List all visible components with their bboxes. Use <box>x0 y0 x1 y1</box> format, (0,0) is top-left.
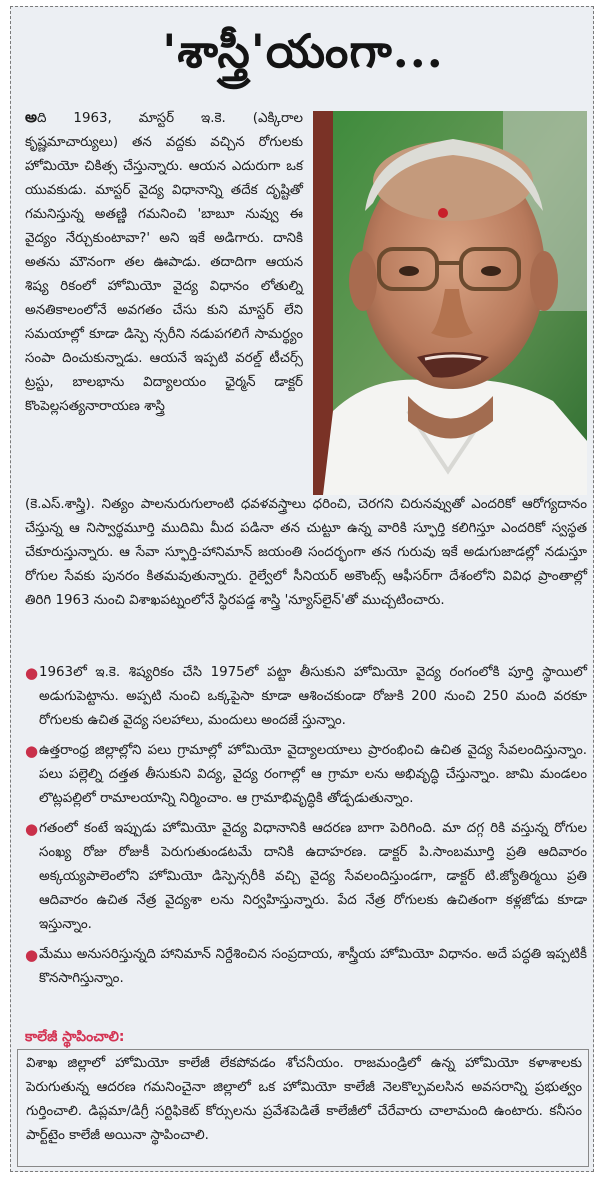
body-paragraph: (కె.ఎస్.శాస్త్రి). నిత్యం పాలనురుగులాంటి ధవళవస్త్రాలు ధరించి, చెరగని చిరునవ్వుతో ఎందరికో ఆరోగ్యదానం చేస్తున్న ఆ నిస్వార్థమూర్తి ముదిమి మీద పడినా తన చుట్టూ ఉన్న వారికి స్ఫూర్తి కలిగిస్తూ ఎందరికో స్వస్థత చేకూరుస్తున్నారు. ఆ సేవా స్ఫూర్తి-హానిమాన్ జయంతి సందర్భంగా తన గురువు ఇకే అడుగుజాడల్లో నడుస్తూ రోగుల సేవకు పునరం కితమవుతున్నారు. రైల్వేలో సీనియర్ అకౌంట్స్ ఆఫీసర్‌గా దేశంలోని వివిధ ప్రాంతాల్లో తిరిగి 1963 నుంచి విశాఖపట్నంలోనే స్థిరపడ్డ శాస్త్రి 'న్యూస్‌లైన్'తో ముచ్చటించారు. <box>25 497 587 608</box>
list-item <box>25 661 587 733</box>
intro-paragraph: అది 1963, మాస్టర్ ఇ.కె. (ఎక్కిరాల కృష్ణమాచార్యులు) తన వద్దకు వచ్చిన రోగులకు హోమియో చికిత్స చేస్తున్నారు. ఆయన ఎదురుగా ఒక యువకుడు. మాస్టర్ వైద్య విధానాన్ని తదేక దృష్టితో గమనిస్తున్న అతణ్ణి గమనించి 'బాబూ నువ్వు ఈ వైద్యం నేర్చుకుంటావా?' అని ఇకే అడిగారు. దానికి అతను మౌనంగా తల ఊపాడు. తదాదిగా ఆయన శిష్య రికంలో హోమియో వైద్య విధానం లోతుల్ని అనతికాలంలోనే అవగతం చేసు కుని మాస్టర్ లేని సమయాల్లో కూడా డిస్పె న్సరీని నడుపగలిగే సామర్థ్యం సంపా దించుకున్నాడు. ఆయనే ఇప్పటి వరల్డ్ టీచర్స్ ట్రస్టు, బాలభాను విద్యాలయం ఛైర్మన్ డాక్టర్ కొంపెల్లసత్యనారాయణ శాస్త్రి <box>25 108 303 414</box>
portrait-photo <box>313 111 587 495</box>
list-item <box>25 739 587 811</box>
box-paragraph: విశాఖ జిల్లాలో హోమియో కాలేజీ లేకపోవడం శోచనీయం. రాజమండ్రిలో ఉన్న హోమియో కళాశాలకు పెరుగుతున్న ఆదరణ గమనించైనా జిల్లాలో ఒక హోమియో కాలేజీ నెలకొల్పవలసిన అవసరాన్ని ప్రభుత్వం గుర్తించాలి. డిప్లమా/డిగ్రీ సర్టిఫికెట్ కోర్సులను ప్రవేశపెడితే కాలేజీలో చేరేవారు చాలామంది ఉంటారు. కనీసం పార్ట్‌టైం కాలేజీ అయినా స్థాపించాలి. <box>26 1056 582 1143</box>
section-heading: కాలేజీ స్థాపించాలి: <box>25 1029 125 1045</box>
college-box <box>17 1049 589 1167</box>
list-item <box>25 943 587 991</box>
bullet-list <box>25 661 587 997</box>
headline: 'శాస్త్రీ'యంగా... <box>162 24 444 78</box>
bullet-icon: ● <box>25 664 39 682</box>
list-item <box>25 817 587 937</box>
newspaper-clipping <box>10 6 594 1172</box>
bullet-icon: ● <box>25 946 39 964</box>
list-item-text: గతంలో కంటే ఇప్పుడు హోమియో వైద్య విధానానికి ఆదరణ బాగా పెరిగింది. మా దగ్గ రికి వస్తున్న రోగుల సంఖ్య రోజు రోజుకీ పెరుగుతుండటమే దానికి ఉదాహరణ. డాక్టర్ పి.సాంబమూర్తి ప్రతి ఆదివారం అక్కయ్యపాలెంలోని హోమియో డిస్పెన్సరీకి వచ్చి వైద్య సేవలందిస్తుండగా, డాక్టర్ టి.జ్యోతిర్మయి ప్రతి ఆదివారం ఉచిత నేత్ర వైద్యశా లను నిర్వహిస్తున్నారు. పేద నేత్ర రోగులకు ఉచితంగా కళ్లజోడు కూడా ఇస్తున్నాం. <box>39 821 587 932</box>
bullet-icon: ● <box>25 742 39 760</box>
list-item-text: ఉత్తరాంధ్ర జిల్లాల్లోని పలు గ్రామాల్లో హోమియో వైద్యాలయాలు ప్రారంభించి ఉచిత వైద్య సేవలందిస్తున్నాం. పలు పల్లెల్ని దత్తత తీసుకుని విద్య, వైద్య రంగాల్లో ఆ గ్రామా లను అభివృద్ధి చేస్తున్నాం. జామి మండలం లొట్లపల్లిలో రామాలయాన్ని నిర్మించాం. ఆ గ్రామాభివృద్ధికి తోడ్పడుతున్నాం. <box>39 743 587 806</box>
bullet-icon: ● <box>25 820 39 838</box>
list-item-text: 1963లో ఇ.కె. శిష్యరికం చేసి 1975లో పట్టా తీసుకుని హోమియో వైద్య రంగంలోకి పూర్తి స్థాయిలో అడుగుపెట్టాను. అప్పటి నుంచి ఒక్కపైసా కూడా ఆశించకుండా రోజుకి 200 నుంచి 250 మంది వరకూ రోగులకు ఉచిత వైద్య సలహాలు, మందులు అందజే స్తున్నాం. <box>39 665 587 728</box>
list-item-text: మేము అనుసరిస్తున్నది హానిమాన్ నిర్దేశించిన సంప్రదాయ, శాస్త్రీయ హోమియో విధానం. అదే పద్ధతి ఇప్పటికీ కొనసాగిస్తున్నాం. <box>39 947 587 986</box>
